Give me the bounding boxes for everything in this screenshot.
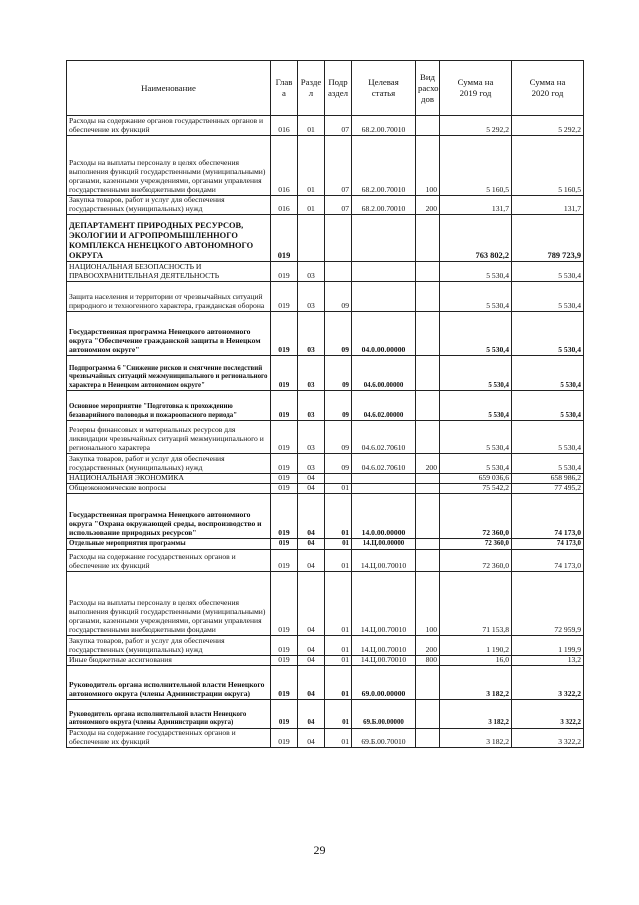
table-row [67,538,584,549]
table-cell-razdel: 04 [298,699,325,728]
table-row [67,116,584,136]
table-cell-glava: 019 [271,635,298,655]
table-cell-podrazdel [325,214,352,261]
table-cell-vid-rashodov [416,538,440,549]
table-cell-podrazdel: 01 [325,699,352,728]
table-cell-razdel: 04 [298,571,325,635]
table-cell-glava: 016 [271,196,298,215]
table-cell-podrazdel: 01 [325,665,352,699]
table-cell-sum-2020: 5 160,5 [512,136,584,196]
table-cell-razdel [298,214,325,261]
table-cell-glava: 019 [271,261,298,281]
table-row [67,483,584,493]
table-cell-celevaya-statya: 04.6.02.00000 [352,390,416,420]
table-cell-name: НАЦИОНАЛЬНАЯ БЕЗОПАСНОСТЬ И ПРАВООХРАНИТЕЛЬНАЯ ДЕЯТЕЛЬНОСТЬ [67,261,271,281]
table-cell-glava: 019 [271,655,298,665]
table-cell-sum-2020: 5 530,4 [512,261,584,281]
budget-table [66,60,584,748]
table-cell-celevaya-statya: 04.6.00.00000 [352,355,416,390]
table-cell-podrazdel: 09 [325,355,352,390]
table-cell-celevaya-statya: 14.Ц.00.70010 [352,655,416,665]
table-cell-name: Резервы финансовых и материальных ресурсов для ликвидации чрезвычайных ситуаций межмуниципального и регионального характера [67,420,271,453]
table-cell-sum-2020: 658 986,2 [512,473,584,483]
table-cell-podrazdel [325,261,352,281]
table-cell-sum-2020: 789 723,9 [512,214,584,261]
table-row [67,311,584,355]
table-cell-razdel: 01 [298,136,325,196]
table-cell-sum-2019: 5 530,4 [440,261,512,281]
table-cell-name: Расходы на выплаты персоналу в целях обеспечения выполнения функций государственными (муниципальными) органами, казенными учреждениями, органами управления государственными внебюджетными фондами [67,571,271,635]
table-cell-razdel: 04 [298,493,325,538]
page-number: 29 [313,843,326,857]
table-cell-razdel: 03 [298,355,325,390]
table-cell-vid-rashodov [416,261,440,281]
table-cell-sum-2019: 659 036,6 [440,473,512,483]
table-cell-name: Отдельные мероприятия программы [67,538,271,549]
table-row [67,390,584,420]
table-cell-name: Руководитель органа исполнительной власти Ненецкого автономного округа (члены Администрации округа) [67,699,271,728]
table-cell-vid-rashodov [416,493,440,538]
table-cell-glava: 019 [271,355,298,390]
table-cell-sum-2020: 3 322,2 [512,728,584,747]
header-sum-2020: Сумма на 2020 год [512,61,584,116]
table-cell-sum-2020: 74 173,0 [512,493,584,538]
table-cell-podrazdel: 09 [325,281,352,311]
table-cell-podrazdel: 01 [325,635,352,655]
table-cell-podrazdel: 01 [325,571,352,635]
table-cell-sum-2019: 16,0 [440,655,512,665]
table-cell-vid-rashodov [416,699,440,728]
table-cell-vid-rashodov: 100 [416,571,440,635]
table-cell-name: НАЦИОНАЛЬНАЯ ЭКОНОМИКА [67,473,271,483]
table-cell-sum-2019: 5 530,4 [440,453,512,473]
table-cell-razdel: 04 [298,538,325,549]
header-vid-rashodov: Вид расхо дов [416,61,440,116]
table-cell-razdel: 03 [298,261,325,281]
table-cell-sum-2020: 13,2 [512,655,584,665]
table-cell-celevaya-statya [352,261,416,281]
table-cell-name: Защита населения и территории от чрезвычайных ситуаций природного и техногенного характера, гражданская оборона [67,281,271,311]
table-cell-sum-2020: 5 530,4 [512,355,584,390]
table-row [67,571,584,635]
table-cell-razdel: 04 [298,728,325,747]
table-row [67,655,584,665]
table-cell-sum-2019: 72 360,0 [440,549,512,571]
table-cell-vid-rashodov [416,355,440,390]
table-row [67,420,584,453]
table-cell-celevaya-statya: 68.2.00.70010 [352,196,416,215]
table-cell-glava: 019 [271,281,298,311]
table-row [67,728,584,747]
table-cell-glava: 016 [271,136,298,196]
table-cell-celevaya-statya: 14.Ц.00.70010 [352,549,416,571]
table-cell-glava: 019 [271,214,298,261]
table-cell-razdel: 04 [298,665,325,699]
table-cell-name: Государственная программа Ненецкого автономного округа "Обеспечение гражданской защиты в Ненецком автономном округе" [67,311,271,355]
table-row [67,196,584,215]
table-row [67,665,584,699]
table-cell-podrazdel: 01 [325,493,352,538]
table-cell-sum-2019: 5 530,4 [440,281,512,311]
table-cell-podrazdel: 01 [325,549,352,571]
table-cell-celevaya-statya: 69.0.00.00000 [352,665,416,699]
table-cell-name: Расходы на содержание государственных органов и обеспечение их функций [67,728,271,747]
table-cell-sum-2020: 5 530,4 [512,453,584,473]
table-cell-celevaya-statya [352,281,416,311]
table-cell-podrazdel: 01 [325,655,352,665]
table-cell-sum-2019: 5 530,4 [440,355,512,390]
table-cell-vid-rashodov [416,549,440,571]
table-cell-celevaya-statya: 14.Ц.00.00000 [352,538,416,549]
table-cell-celevaya-statya: 68.2.00.70010 [352,116,416,136]
table-cell-name: Основное мероприятие "Подготовка к прохождению безаварийного половодья и пожароопасного периода" [67,390,271,420]
table-row [67,635,584,655]
table-cell-sum-2019: 75 542,2 [440,483,512,493]
table-cell-vid-rashodov [416,483,440,493]
table-cell-razdel: 03 [298,420,325,453]
table-cell-sum-2019: 3 182,2 [440,728,512,747]
table-cell-glava: 016 [271,116,298,136]
table-cell-podrazdel: 07 [325,116,352,136]
table-cell-razdel: 03 [298,390,325,420]
table-cell-podrazdel: 01 [325,483,352,493]
table-cell-celevaya-statya: 04.6.02.70610 [352,420,416,453]
table-cell-glava: 019 [271,538,298,549]
table-row [67,214,584,261]
table-cell-sum-2020: 3 322,2 [512,665,584,699]
table-cell-sum-2019: 5 530,4 [440,420,512,453]
table-cell-podrazdel: 09 [325,311,352,355]
table-cell-sum-2019: 71 153,8 [440,571,512,635]
table-cell-celevaya-statya: 14.Ц.00.70010 [352,571,416,635]
header-celevaya-statya: Целевая статья [352,61,416,116]
table-cell-name: Руководитель органа исполнительной власти Ненецкого автономного округа (члены Администрации округа) [67,665,271,699]
table-cell-sum-2020: 5 530,4 [512,420,584,453]
table-cell-sum-2020: 72 959,9 [512,571,584,635]
table-cell-podrazdel: 09 [325,453,352,473]
table-cell-sum-2019: 72 360,0 [440,538,512,549]
table-cell-celevaya-statya [352,483,416,493]
table-cell-name: Закупка товаров, работ и услуг для обеспечения государственных (муниципальных) нужд [67,196,271,215]
table-cell-glava: 019 [271,728,298,747]
table-cell-sum-2020: 1 199,9 [512,635,584,655]
header-sum-2019: Сумма на 2019 год [440,61,512,116]
table-cell-name: Подпрограмма 6 "Снижение рисков и смягчение последствий чрезвычайных ситуаций межмуниципального и регионального характера в Ненецком автономном округе" [67,355,271,390]
table-cell-vid-rashodov [416,390,440,420]
table-cell-glava: 019 [271,665,298,699]
table-cell-celevaya-statya: 14.0.00.00000 [352,493,416,538]
table-cell-sum-2019: 5 292,2 [440,116,512,136]
table-cell-sum-2019: 3 182,2 [440,699,512,728]
table-cell-razdel: 01 [298,116,325,136]
table-cell-glava: 019 [271,473,298,483]
table-row [67,473,584,483]
table-header-row [67,61,584,116]
table-cell-sum-2020: 5 530,4 [512,281,584,311]
table-cell-glava: 019 [271,493,298,538]
table-cell-vid-rashodov: 200 [416,196,440,215]
table-cell-sum-2020: 74 173,0 [512,549,584,571]
table-cell-celevaya-statya: 69.Б.00.70010 [352,728,416,747]
table-cell-sum-2020: 5 292,2 [512,116,584,136]
table-row [67,493,584,538]
table-row [67,136,584,196]
table-cell-razdel: 04 [298,473,325,483]
table-row [67,355,584,390]
table-cell-podrazdel: 01 [325,538,352,549]
table-cell-vid-rashodov: 200 [416,635,440,655]
table-cell-vid-rashodov: 800 [416,655,440,665]
header-glava: Глав а [271,61,298,116]
table-cell-sum-2020: 74 173,0 [512,538,584,549]
table-cell-podrazdel: 01 [325,728,352,747]
table-cell-name: ДЕПАРТАМЕНТ ПРИРОДНЫХ РЕСУРСОВ, ЭКОЛОГИИ И АГРОПРОМЫШЛЕННОГО КОМПЛЕКСА НЕНЕЦКОГО АВТОНОМНОГО ОКРУГА [67,214,271,261]
table-cell-vid-rashodov: 200 [416,453,440,473]
table-cell-celevaya-statya: 68.2.00.70010 [352,136,416,196]
table-cell-vid-rashodov [416,214,440,261]
table-cell-celevaya-statya: 04.0.00.00000 [352,311,416,355]
table-cell-glava: 019 [271,571,298,635]
table-cell-vid-rashodov [416,728,440,747]
table-cell-sum-2019: 5 160,5 [440,136,512,196]
table-cell-razdel: 04 [298,483,325,493]
table-cell-sum-2019: 5 530,4 [440,390,512,420]
table-cell-name: Иные бюджетные ассигнования [67,655,271,665]
table-cell-sum-2019: 131,7 [440,196,512,215]
table-cell-celevaya-statya: 14.Ц.00.70010 [352,635,416,655]
table-row [67,699,584,728]
table-body [67,116,584,748]
table-cell-vid-rashodov [416,473,440,483]
table-cell-name: Государственная программа Ненецкого автономного округа "Охрана окружающей среды, воспроизводство и использование природных ресурсов" [67,493,271,538]
header-razdel: Разде л [298,61,325,116]
table-cell-sum-2020: 5 530,4 [512,390,584,420]
table-cell-celevaya-statya [352,473,416,483]
table-cell-razdel: 03 [298,281,325,311]
table-cell-name: Расходы на выплаты персоналу в целях обеспечения выполнения функций государственными (муниципальными) органами, казенными учреждениями, органами управления государственными внебюджетными фондами [67,136,271,196]
table-cell-celevaya-statya [352,214,416,261]
header-podrazdel: Подр аздел [325,61,352,116]
table-cell-podrazdel: 09 [325,420,352,453]
table-cell-glava: 019 [271,549,298,571]
table-cell-podrazdel: 07 [325,136,352,196]
table-cell-vid-rashodov [416,420,440,453]
table-cell-razdel: 04 [298,655,325,665]
table-cell-sum-2020: 3 322,2 [512,699,584,728]
table-cell-name: Расходы на содержание органов государственных органов и обеспечение их функций [67,116,271,136]
table-cell-sum-2019: 763 802,2 [440,214,512,261]
table-cell-razdel: 04 [298,635,325,655]
table-row [67,281,584,311]
table-cell-razdel: 03 [298,453,325,473]
table-cell-glava: 019 [271,420,298,453]
table-cell-sum-2019: 3 182,2 [440,665,512,699]
table-cell-razdel: 01 [298,196,325,215]
table-row [67,549,584,571]
table-cell-podrazdel: 09 [325,390,352,420]
table-cell-glava: 019 [271,483,298,493]
table-cell-glava: 019 [271,390,298,420]
table-cell-name: Закупка товаров, работ и услуг для обеспечения государственных (муниципальных) нужд [67,635,271,655]
table-cell-sum-2020: 5 530,4 [512,311,584,355]
table-cell-sum-2019: 5 530,4 [440,311,512,355]
table-cell-sum-2019: 1 190,2 [440,635,512,655]
table-cell-vid-rashodov: 100 [416,136,440,196]
table-cell-name: Закупка товаров, работ и услуг для обеспечения государственных (муниципальных) нужд [67,453,271,473]
table-cell-razdel: 04 [298,549,325,571]
table-row [67,453,584,473]
table-cell-celevaya-statya: 69.Б.00.00000 [352,699,416,728]
table-cell-glava: 019 [271,453,298,473]
table-cell-sum-2020: 77 495,2 [512,483,584,493]
table-cell-vid-rashodov [416,311,440,355]
table-cell-vid-rashodov [416,665,440,699]
table-cell-name: Расходы на содержание государственных органов и обеспечение их функций [67,549,271,571]
table-cell-podrazdel: 07 [325,196,352,215]
table-cell-celevaya-statya: 04.6.02.70610 [352,453,416,473]
table-cell-glava: 019 [271,699,298,728]
table-cell-sum-2020: 131,7 [512,196,584,215]
table-cell-vid-rashodov [416,116,440,136]
table-cell-glava: 019 [271,311,298,355]
table-cell-sum-2019: 72 360,0 [440,493,512,538]
table-cell-podrazdel [325,473,352,483]
table-cell-vid-rashodov [416,281,440,311]
table-cell-razdel: 03 [298,311,325,355]
table-row [67,261,584,281]
header-name: Наименование [67,61,271,116]
table-cell-name: Общеэкономические вопросы [67,483,271,493]
